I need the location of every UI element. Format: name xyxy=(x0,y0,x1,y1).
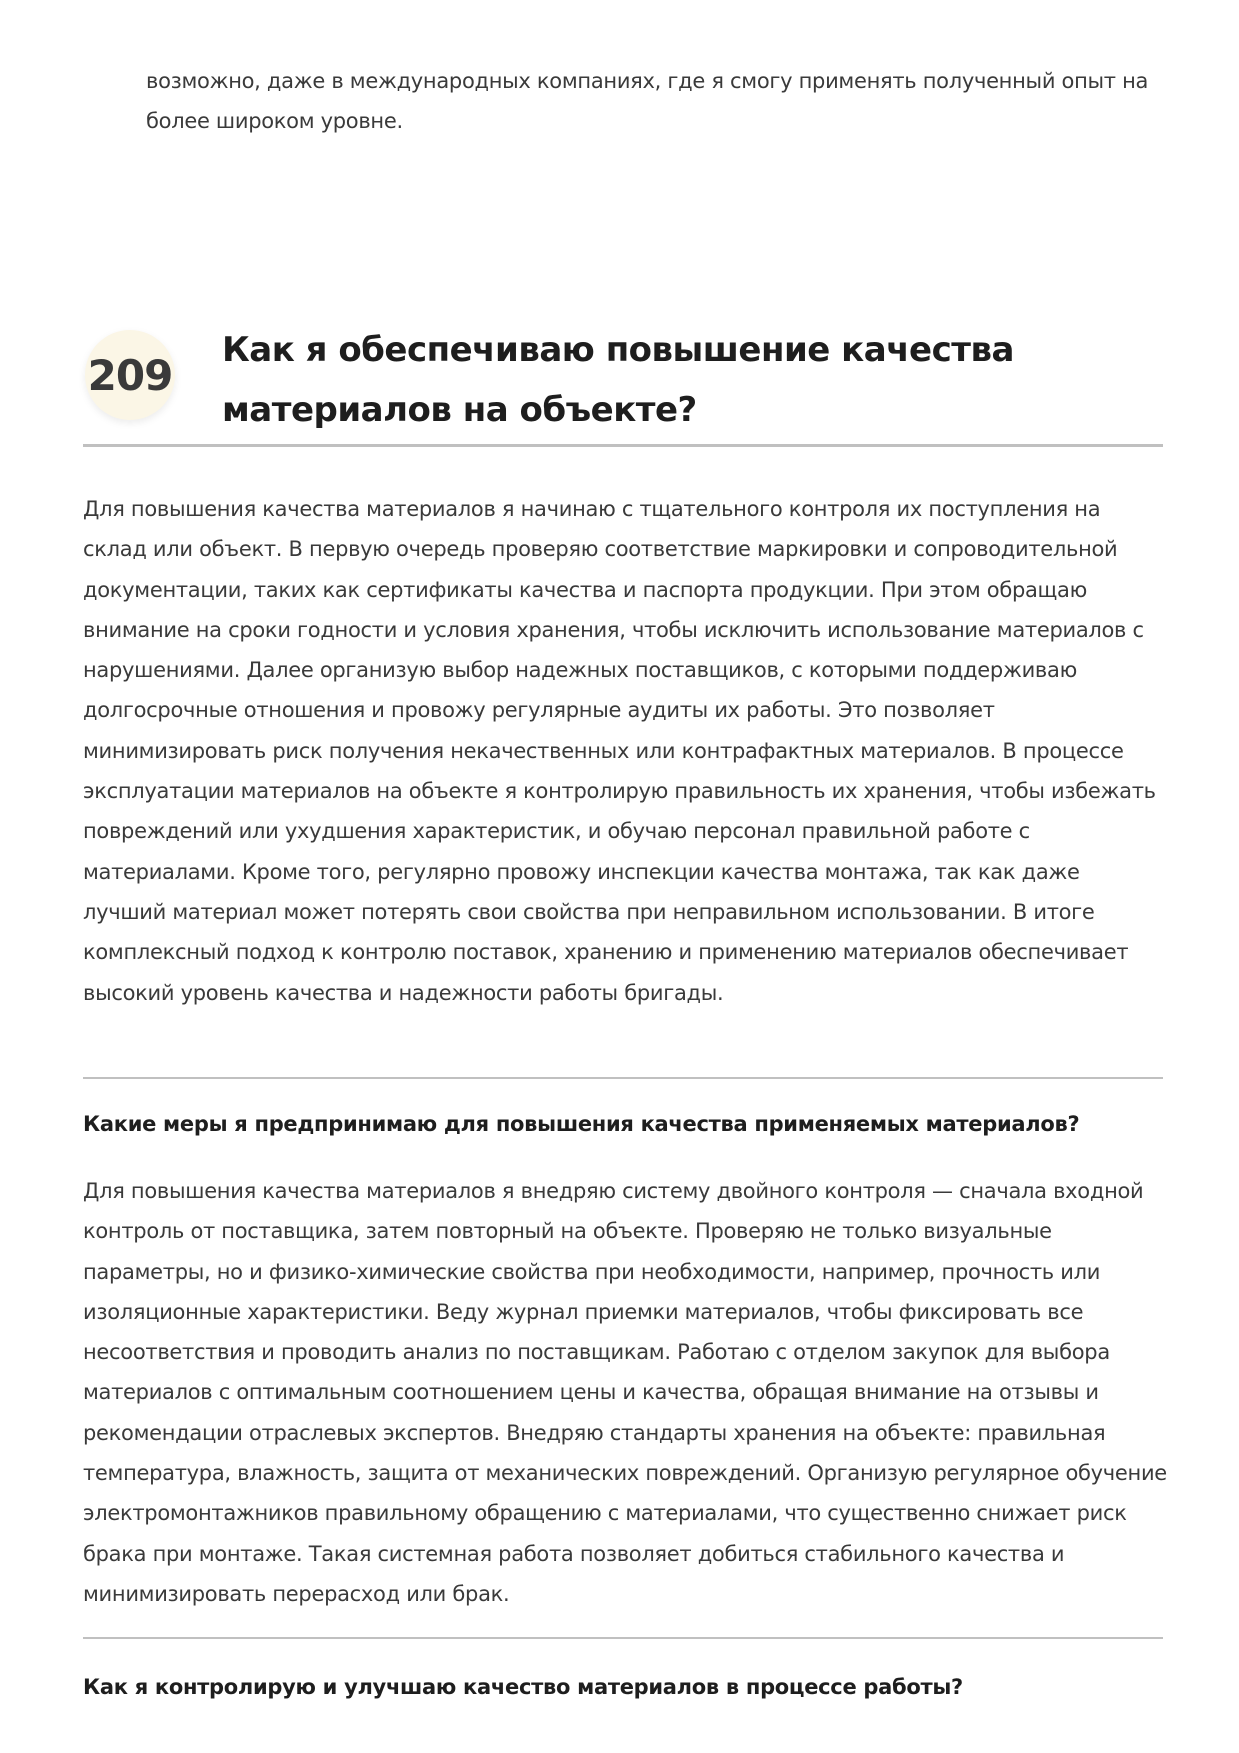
divider xyxy=(83,1077,1163,1079)
question-number-badge: 209 xyxy=(85,330,175,420)
section-answer: Для повышения качества материалов я начинаю с тщательного контроля их поступления на склад или объект. В первую очередь проверяю соответствие маркировки и сопроводительной документации, таких как сертификаты качества и паспорта продукции. При этом обращаю внимание на сроки годности и условия хранения, чтобы исключить использование материалов с нарушениями. Далее организую выбор надежных поставщиков, с которыми поддерживаю долгосрочные отношения и провожу регулярные аудиты их работы. Это позволяет минимизировать риск получения некачественных или контрафактных материалов. В процессе эксплуатации материалов на объекте я контролирую правильность их хранения, чтобы избежать повреждений или ухудшения характеристик, и обучаю персонал правильной работе с материалами. Кроме того, регулярно провожу инспекции качества монтажа, так как даже лучший материал может потерять свои свойства при неправильном использовании. В итоге комплексный подход к контролю поставок, хранению и применению материалов обеспечивает высокий уровень качества и надежности работы бригады. xyxy=(83,497,1156,1005)
intro-paragraph: возможно, даже в международных компаниях, где я смогу применять полученный опыт на более широком уровне. xyxy=(146,69,1149,134)
subsection-question: Какие меры я предпринимаю для повышения качества применяемых материалов? xyxy=(83,1112,1080,1136)
divider xyxy=(83,1637,1163,1639)
subsection-answer: Для повышения качества материалов я внедряю систему двойного контроля — сначала входной контроль от поставщика, затем повторный на объекте. Проверяю не только визуальные параметры, но и физико-химические свойства при необходимости, например, прочность или изоляционные характеристики. Веду журнал приемки материалов, чтобы фиксировать все несоответствия и проводить анализ по поставщикам. Работаю с отделом закупок для выбора материалов с оптимальным соотношением цены и качества, обращая внимание на отзывы и рекомендации отраслевых экспертов. Внедряю стандарты хранения на объекте: правильная температура, влажность, защита от механических повреждений. Организую регулярное обучение электромонтажников правильному обращению с материалами, что существенно снижает риск брака при монтаже. Такая системная работа позволяет добиться стабильного качества и минимизировать перерасход или брак. xyxy=(83,1179,1167,1606)
subsection-question: Как я контролирую и улучшаю качество материалов в процессе работы? xyxy=(83,1675,963,1699)
title-divider xyxy=(83,444,1163,447)
section-title: Как я обеспечиваю повышение качества материалов на объекте? xyxy=(222,330,1014,430)
